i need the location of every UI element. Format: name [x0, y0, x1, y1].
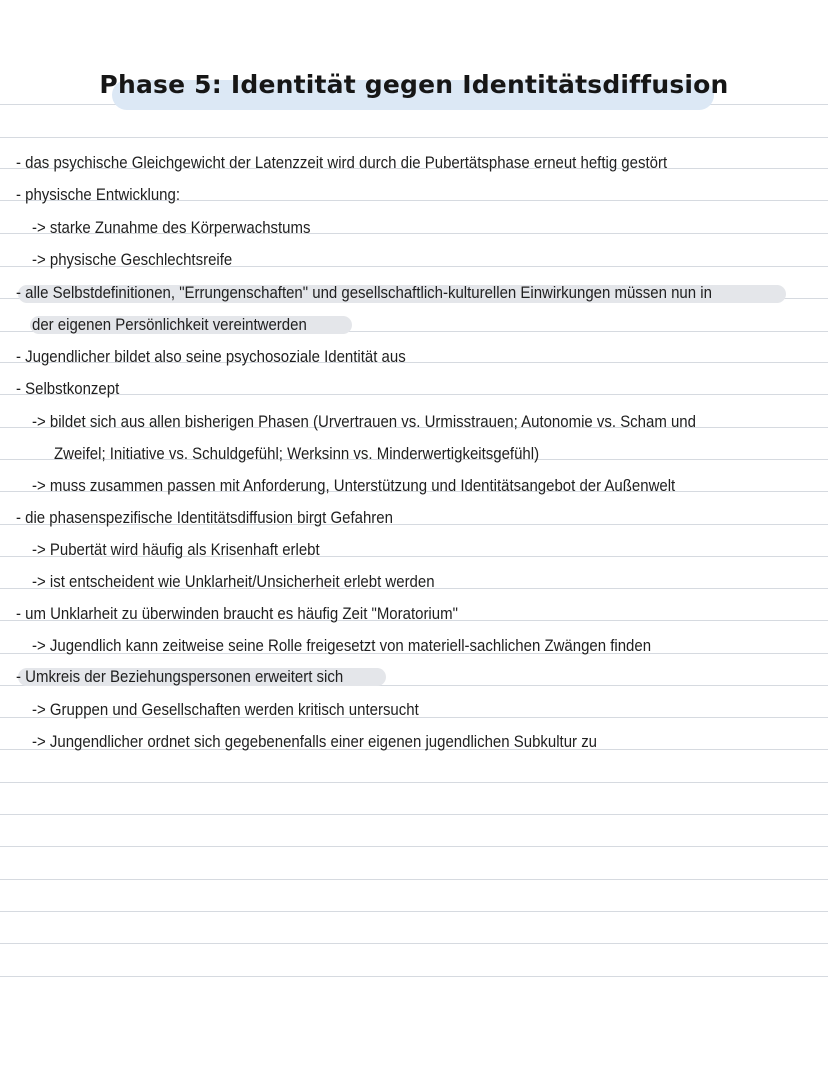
note-line: - Selbstkonzept: [16, 380, 120, 398]
note-line: -> physische Geschlechtsreife: [32, 251, 233, 269]
note-line: Zweifel; Initiative vs. Schuldgefühl; Werksinn vs. Minderwertigkeitsgefühl): [54, 445, 540, 463]
page-title: Phase 5: Identität gegen Identitätsdiffusion: [99, 70, 729, 99]
note-line: - alle Selbstdefinitionen, "Errungenschaften" und gesellschaftlich-kulturellen Einwirkungen müssen nun in: [16, 284, 712, 302]
note-line: der eigenen Persönlichkeit vereintwerden: [32, 316, 307, 334]
ruled-line: [0, 782, 828, 783]
note-line: - Jugendlicher bildet also seine psychosoziale Identität aus: [16, 348, 406, 366]
ruled-line: [0, 137, 828, 138]
ruled-line: [0, 846, 828, 847]
note-line: -> Jugendlich kann zeitweise seine Rolle freigesetzt von materiell-sachlichen Zwängen finden: [32, 637, 652, 655]
ruled-line: [0, 976, 828, 977]
ruled-line: [0, 814, 828, 815]
ruled-line: [0, 943, 828, 944]
note-line: -> Pubertät wird häufig als Krisenhaft erlebt: [32, 541, 320, 559]
note-line: -> ist entscheident wie Unklarheit/Unsicherheit erlebt werden: [32, 573, 435, 591]
note-line: - das psychische Gleichgewicht der Latenzzeit wird durch die Pubertätsphase erneut heftig gestört: [16, 154, 668, 172]
note-line: -> muss zusammen passen mit Anforderung, Unterstützung und Identitätsangebot der Außenwelt: [32, 477, 676, 495]
ruled-line: [0, 911, 828, 912]
note-line: -> bildet sich aus allen bisherigen Phasen (Urvertrauen vs. Urmisstrauen; Autonomie vs. Scham und: [32, 413, 696, 431]
note-line: -> Jungendlicher ordnet sich gegebenenfalls einer eigenen jugendlichen Subkultur zu: [32, 733, 598, 751]
note-line: - physische Entwicklung:: [16, 186, 181, 204]
title-container: [0, 70, 828, 99]
note-line: - Umkreis der Beziehungspersonen erweitert sich: [16, 668, 344, 686]
ruled-line: [0, 879, 828, 880]
note-line: - um Unklarheit zu überwinden braucht es häufig Zeit "Moratorium": [16, 605, 458, 623]
note-line: -> starke Zunahme des Körperwachstums: [32, 219, 311, 237]
note-line: - die phasenspezifische Identitätsdiffusion birgt Gefahren: [16, 509, 393, 527]
note-line: -> Gruppen und Gesellschaften werden kritisch untersucht: [32, 701, 419, 719]
ruled-line: [0, 394, 828, 395]
